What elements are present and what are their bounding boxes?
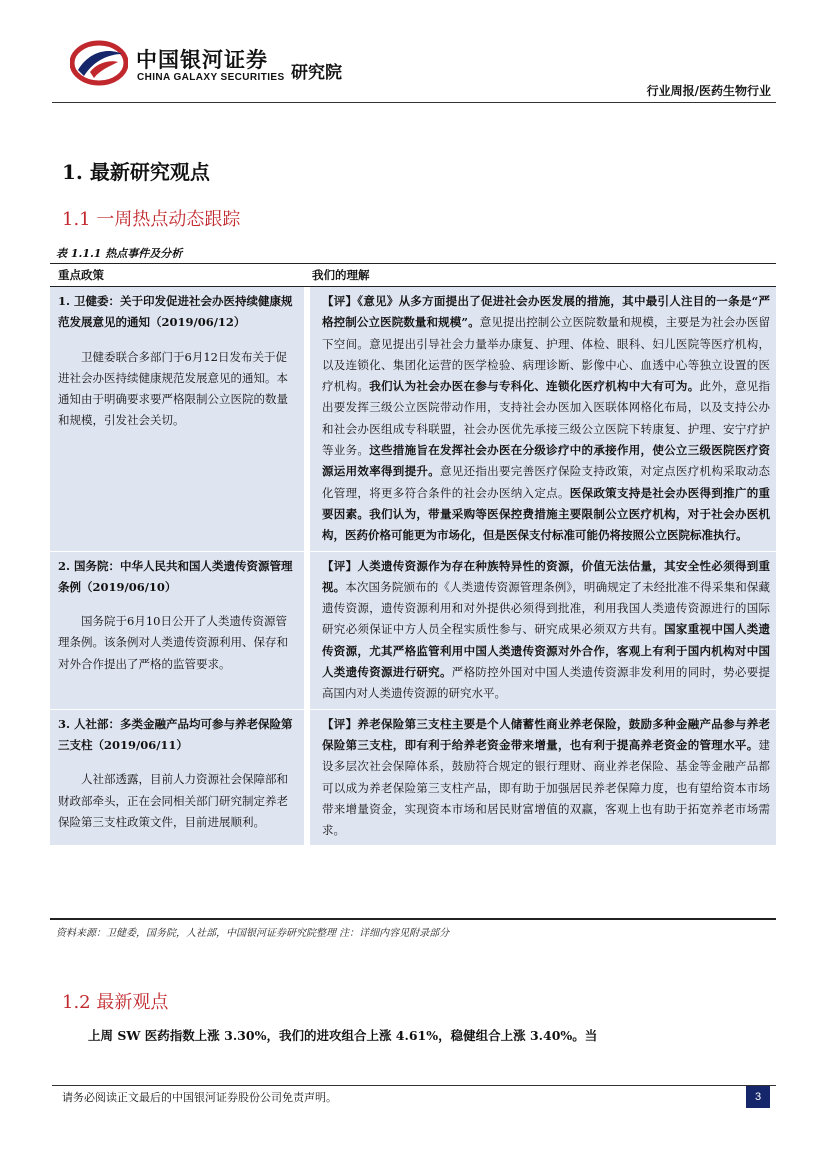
policy-title: 1. 卫健委：关于印发促进社会办医持续健康规范发展意见的通知（2019/06/12） [58,294,293,330]
brand-name-cn: 中国银河证券 [136,48,268,72]
policy-description: 国务院于6月10日公开了人类遗传资源管理条例。该条例对人类遗传资源利用、保存和对外合作提出了严格的监管要求。 [58,614,288,671]
analysis-segment: 【评】养老保险第三支柱主要是个人储蓄性商业养老保险，鼓励多种金融产品参与养老保险第三支柱，即有利于给养老资金带来增量，也有利于提高养老资金的管理水平。 [322,716,770,752]
section-heading-1-1: 1.1 一周热点动态跟踪 [62,209,241,230]
policy-cell [50,552,304,709]
policy-description: 人社部透露，目前人力资源社会保障部和财政部牵头，正在会同相关部门研究制定养老保险第三支柱政策文件，目前进展顺利。 [58,772,288,829]
analysis-cell [310,552,776,709]
report-type: 行业周报/医药生物行业 [646,84,771,98]
analysis-cell [310,710,776,846]
section-heading-1-2: 1.2 最新观点 [62,992,169,1013]
analysis-segment: 国家重视中国人类遗传资源，尤其严格监管利用中国人类遗传资源对外合作，客观上有利于国内机构对中国人类遗传资源进行研究。 [322,622,771,680]
analysis-segment: 严格防控外国对中国人类遗传资源非发利用的同时，势必要提高国内对人类遗传资源的研究水平。 [322,665,771,701]
brand-name-en: CHINA GALAXY SECURITIES [137,72,285,83]
analysis-segment: 我们认为社会办医在参与专科化、连锁化医疗机构中大有可为。 [369,379,700,394]
table-header [50,263,776,287]
analysis-segment: 此外，意见指出要发挥三级公立医院带动作用，支持社会办医加入医联体网格化布局，以及支持公办和社会办医组成专科联盟，社会办医优先承接三级公立医院下转康复、护理、安宁疗护等业务。 [322,379,771,458]
analysis-segment: 建设多层次社会保障体系，鼓励符合规定的银行理财、商业养老保险、基金等金融产品都可以成为养老保险第三支柱产品，即有助于加强居民养老保障力度，也有望给资本市场带来增量资金，实现资本市场和居民财富增值的双赢，客观上也有助于拓宽养老市场需求。 [322,737,770,838]
footer-divider [52,1085,776,1086]
analysis-segment: 医保政策支持是社会办医得到推广的重要因素。我们认为，带量采购等医保控费措施主要限制公立医疗机构，对于社会办医机构，医药价格可能更为市场化，但是医保支付标准可能仍将按照公立医院标准执行。 [322,485,771,543]
policy-cell [50,287,304,551]
table-row [50,287,776,552]
table-bottom-rule [50,918,776,920]
analysis-segment: 意见提出控制公立医院数量和规模，主要是为社会办医留下空间。意见提出引导社会力量举办康复、护理、体检、眼科、妇儿医院等医疗机构，以及连锁化、集团化运营的医学检验、病理诊断、影像中心、血透中心等独立设置的医疗机构。 [322,315,770,394]
latest-view-paragraph: 上周 SW 医药指数上涨 3.30%，我们的进攻组合上涨 4.61%，稳健组合上涨 3.40%。当 [88,1028,598,1043]
galaxy-logo-icon [70,40,128,86]
policy-title: 3. 人社部：多类金融产品均可参与养老保险第三支柱（2019/06/11） [58,716,293,752]
analysis-cell [310,287,776,551]
policy-description: 卫健委联合多部门于6月12日发布关于促进社会办医持续健康规范发展意见的通知。本通知由于明确要求要严格限制公立医院的数量和规模，引发社会关切。 [58,349,288,428]
footer-disclaimer: 请务必阅读正文最后的中国银河证券股份公司免责声明。 [62,1091,337,1104]
analysis-segment: 本次国务院颁布的《人类遗传资源管理条例》，明确规定了未经批准不得采集和保藏遗传资源，遗传资源利用和对外提供必须得到批准，利用我国人类遗传资源进行的国际研究必须保证中方人员全程实质性参与、研究成果必须双方共有。 [322,579,771,637]
policy-cell [50,710,304,846]
header-divider [52,102,776,103]
analysis-segment: 【评】人类遗传资源作为存在种族特异性的资源，价值无法估量，其安全性必须得到重视。 [322,558,770,594]
table-row [50,552,776,710]
analysis-segment: 这些措施旨在发挥社会办医在分级诊疗中的承接作用，使公立三级医院医疗资源运用效率得到提升。 [322,443,771,479]
column-header-understanding: 我们的理解 [312,268,370,282]
table-caption: 表 1.1.1 热点事件及分析 [56,247,183,260]
institute-label: 研究院 [291,63,342,83]
policy-title: 2. 国务院：中华人民共和国人类遗传资源管理条例（2019/06/10） [58,558,293,594]
hot-events-table [50,263,776,846]
table-body [50,287,776,846]
section-heading-1: 1. 最新研究观点 [62,160,210,184]
analysis-segment: 意见还指出要完善医疗保险支持政策，对定点医疗机构采取动态化管理，将更多符合条件的社会办医纳入定点。 [322,464,771,500]
column-header-policy: 重点政策 [58,268,104,282]
page-number: 3 [746,1086,770,1108]
analysis-segment: 【评】《意见》从多方面提出了促进社会办医发展的措施，其中最引人注目的一条是“严格控制公立医院数量和规模”。 [322,294,770,330]
table-source-note: 资料来源：卫健委，国务院，人社部，中国银河证券研究院整理 注：详细内容见附录部分 [56,928,450,939]
table-row [50,710,776,847]
